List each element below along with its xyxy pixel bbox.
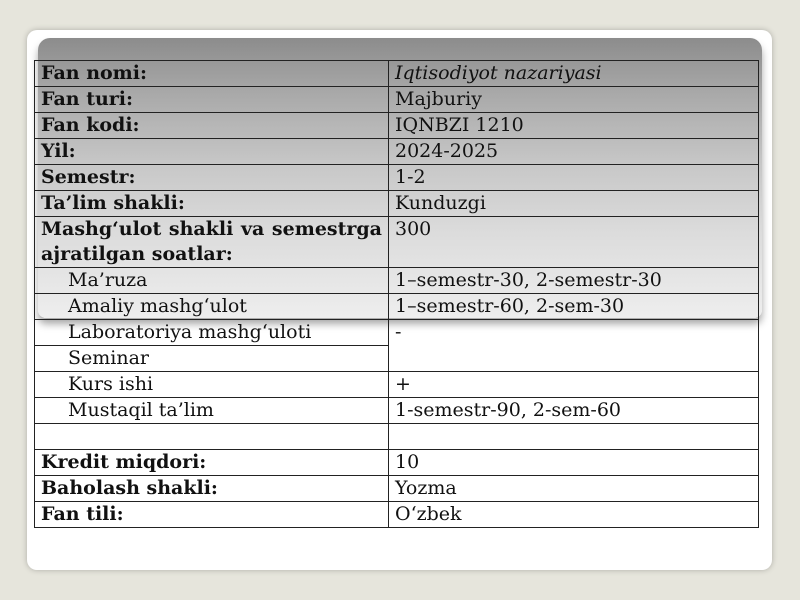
row-value: Iqtisodiyot nazariyasi <box>389 61 759 87</box>
row-label: Ta’lim shakli: <box>35 191 389 217</box>
course-info-table <box>34 60 759 528</box>
table-row <box>35 502 759 528</box>
table-row <box>35 476 759 502</box>
row-label: Mustaqil ta’lim <box>35 398 389 424</box>
table-row <box>35 320 759 346</box>
row-value: Majburiy <box>389 87 759 113</box>
row-value: + <box>389 372 759 398</box>
row-label: Baholash shakli: <box>35 476 389 502</box>
table-row <box>35 450 759 476</box>
table-row <box>35 87 759 113</box>
table-row <box>35 61 759 87</box>
row-value: O‘zbek <box>389 502 759 528</box>
table-row <box>35 113 759 139</box>
table-row <box>35 217 759 268</box>
row-label: Fan tili: <box>35 502 389 528</box>
row-label: Fan turi: <box>35 87 389 113</box>
row-label: Kredit miqdori: <box>35 450 389 476</box>
row-value: Kunduzgi <box>389 191 759 217</box>
table-row <box>35 268 759 294</box>
empty-cell <box>389 424 759 450</box>
table-row <box>35 372 759 398</box>
row-value: - <box>389 320 759 372</box>
table-row <box>35 191 759 217</box>
table-row <box>35 294 759 320</box>
row-label: Fan kodi: <box>35 113 389 139</box>
row-value: 1-2 <box>389 165 759 191</box>
row-value: 300 <box>389 217 759 268</box>
row-value: 1-semestr-90, 2-sem-60 <box>389 398 759 424</box>
row-label: Mashg‘ulot shakli va semestrga ajratilgan soatlar: <box>35 217 389 268</box>
empty-cell <box>35 424 389 450</box>
row-value: 1–semestr-60, 2-sem-30 <box>389 294 759 320</box>
row-label: Seminar <box>35 346 389 372</box>
row-value: 2024-2025 <box>389 139 759 165</box>
row-label: Amaliy mashg‘ulot <box>35 294 389 320</box>
row-label: Fan nomi: <box>35 61 389 87</box>
row-value: 10 <box>389 450 759 476</box>
row-label: Ma’ruza <box>35 268 389 294</box>
row-label: Semestr: <box>35 165 389 191</box>
row-value: 1–semestr-30, 2-semestr-30 <box>389 268 759 294</box>
table-row-empty <box>35 424 759 450</box>
row-value: IQNBZI 1210 <box>389 113 759 139</box>
table-row <box>35 139 759 165</box>
row-label: Kurs ishi <box>35 372 389 398</box>
row-value: Yozma <box>389 476 759 502</box>
table-row <box>35 165 759 191</box>
row-label: Laboratoriya mashg‘uloti <box>35 320 389 346</box>
row-label: Yil: <box>35 139 389 165</box>
table-row <box>35 398 759 424</box>
